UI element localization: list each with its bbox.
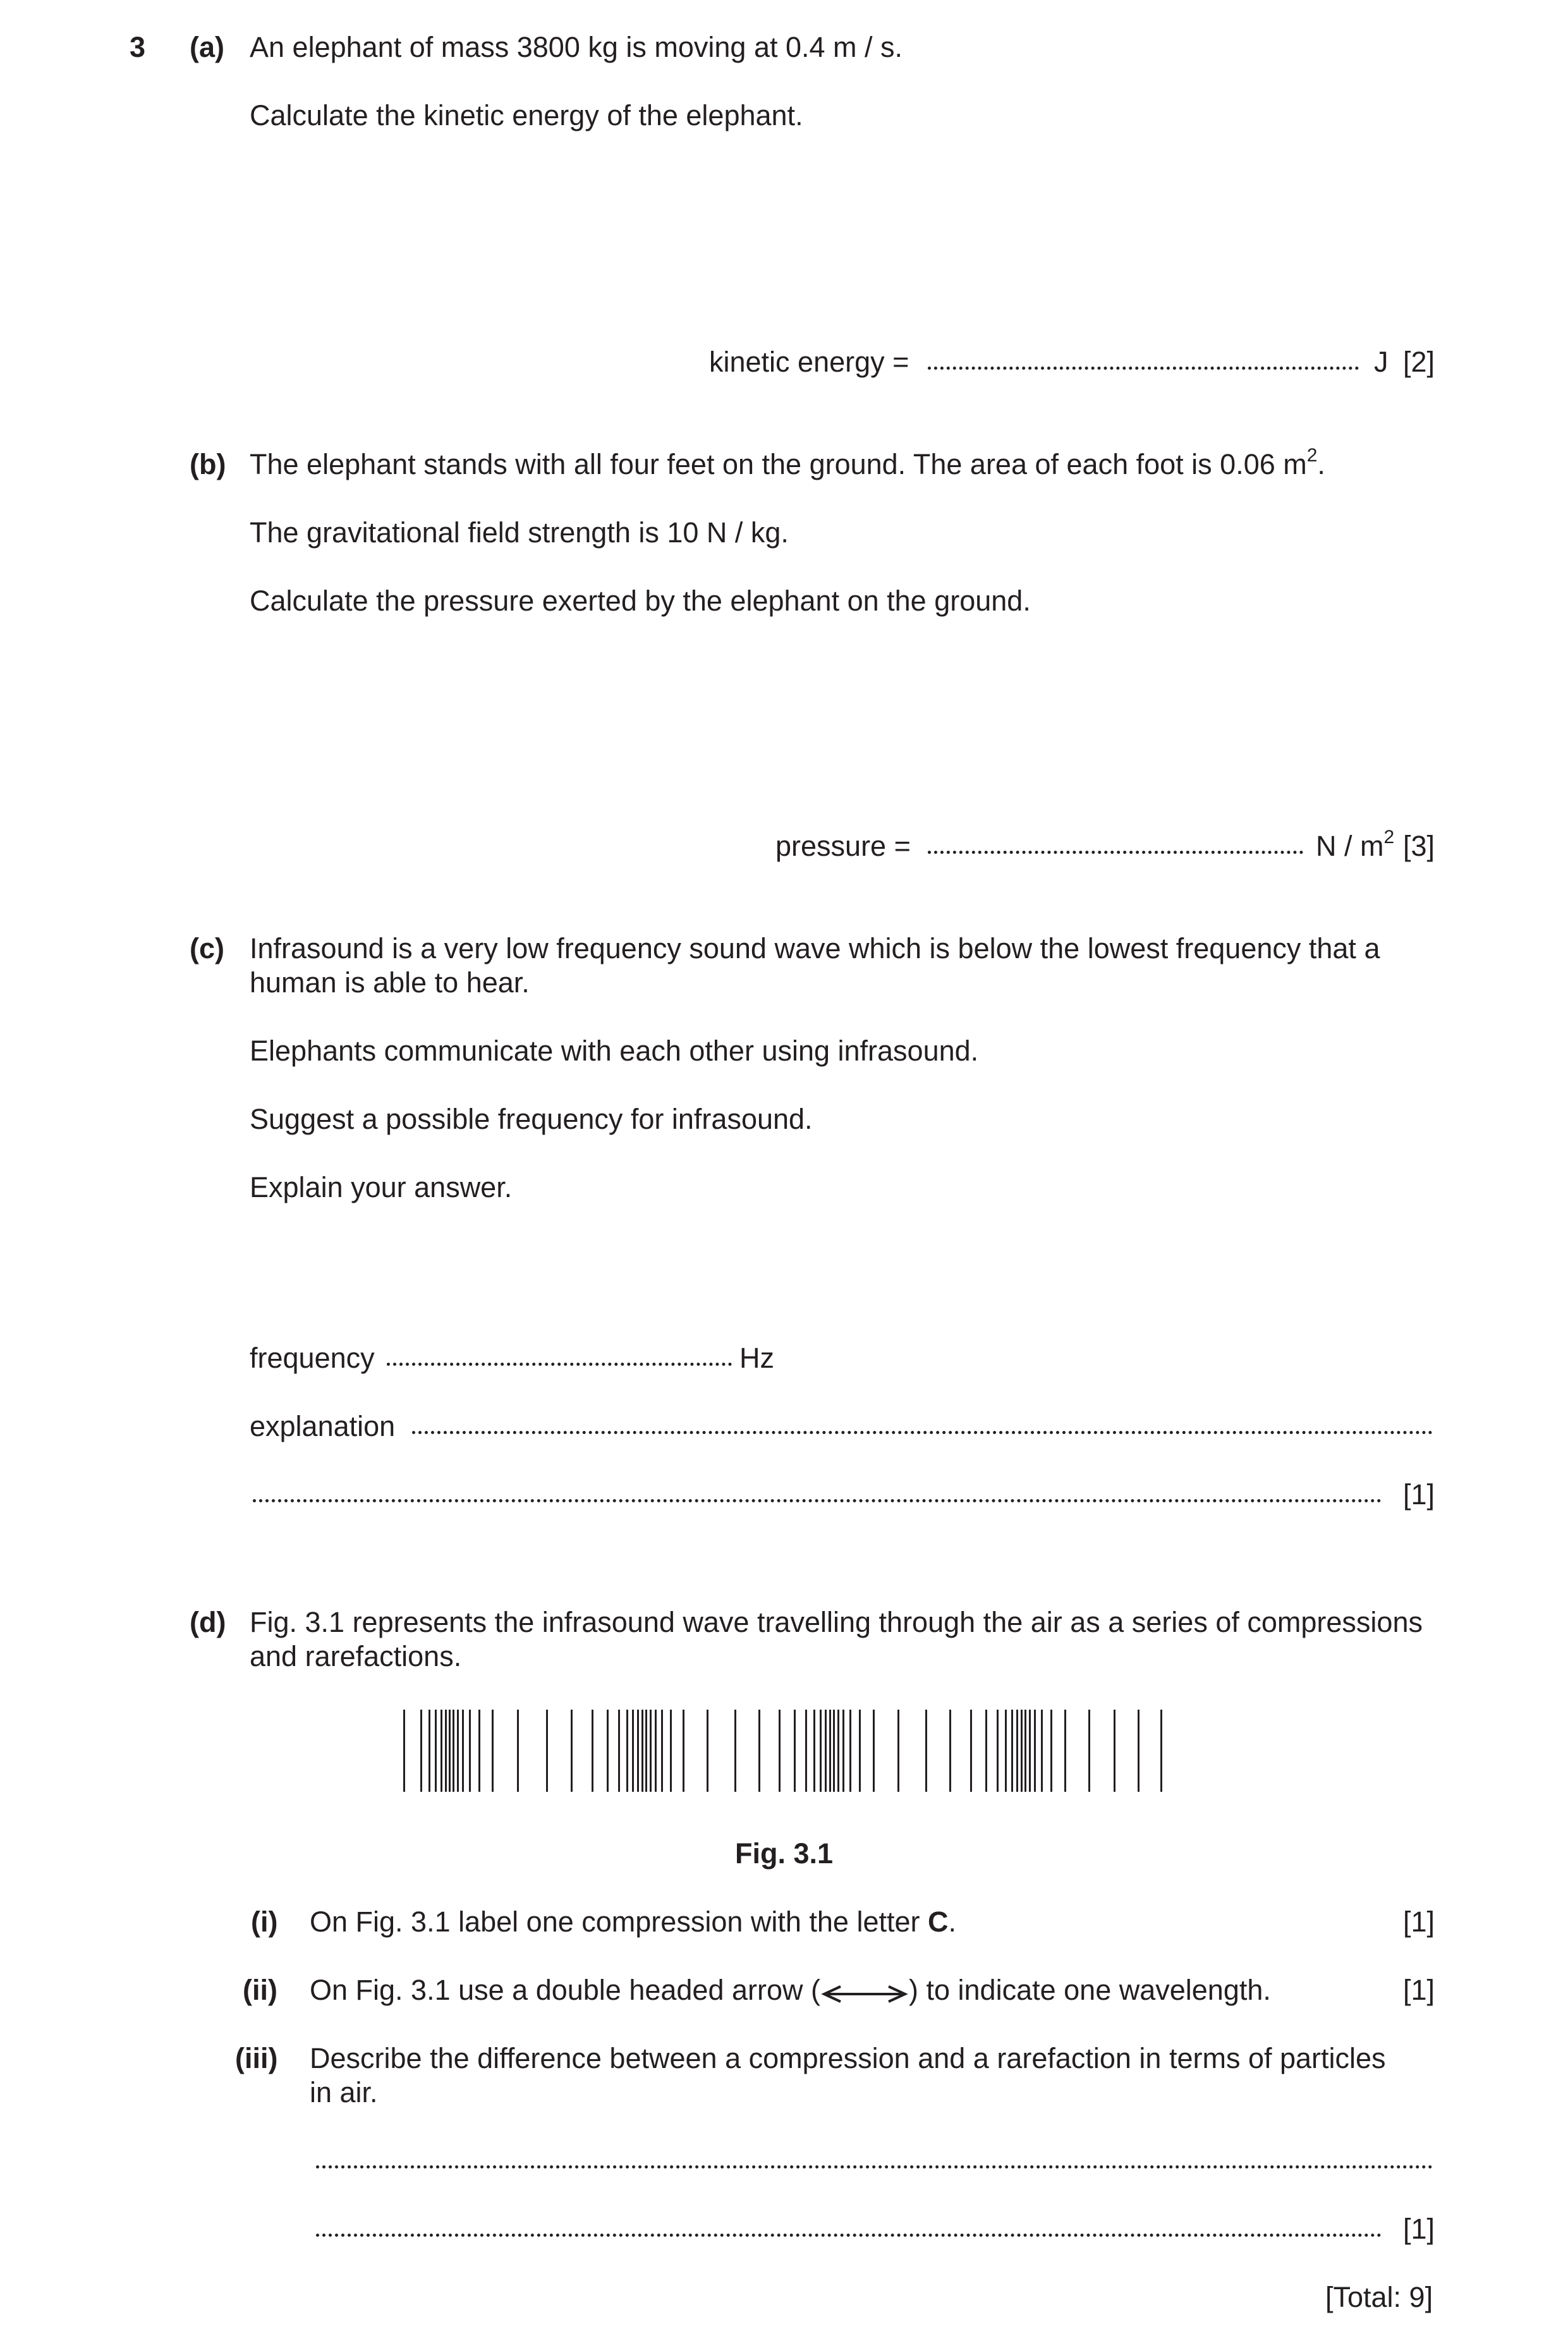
part-b-line1-end: . [1317, 448, 1325, 480]
wave-line [829, 1710, 831, 1792]
wave-line [1160, 1710, 1162, 1792]
wave-line [453, 1710, 454, 1792]
wave-line [607, 1710, 609, 1792]
part-b-unit-sup: 2 [1383, 827, 1395, 848]
sub-i-text-start: On Fig. 3.1 label one compression with the letter [310, 1906, 928, 1938]
wave-line [1005, 1710, 1007, 1792]
part-b-answer-unit [1316, 829, 1394, 863]
sub-i-letter-c: C [928, 1906, 949, 1938]
wave-line [897, 1710, 899, 1792]
wave-line [655, 1710, 657, 1792]
sub-ii-text [310, 1973, 1271, 2011]
wave-line [859, 1710, 861, 1792]
wave-line [1034, 1710, 1036, 1792]
part-d-label: (d) [190, 1606, 226, 1638]
wave-line [661, 1710, 663, 1792]
wave-line [925, 1710, 927, 1792]
sub-iii-marks: [1] [1403, 2213, 1435, 2245]
part-b-unit-text: N / m [1316, 830, 1384, 862]
wave-line [618, 1710, 620, 1792]
sub-iii-label: (iii) [235, 2042, 278, 2074]
wave-line [1016, 1710, 1018, 1792]
wave-line [492, 1710, 494, 1792]
sub-iii-line1: Describe the difference between a compression and a rarefaction in terms of particles [310, 2042, 1386, 2074]
wave-line [457, 1710, 459, 1792]
explanation-field-line2[interactable] [253, 1499, 1382, 1502]
wave-line [734, 1710, 736, 1792]
double-headed-arrow-icon [820, 1977, 909, 2011]
wave-line [441, 1710, 442, 1792]
wave-line [820, 1710, 822, 1792]
wave-line [837, 1710, 839, 1792]
frequency-unit: Hz [739, 1342, 774, 1374]
sub-iii-answer-line2[interactable] [316, 2234, 1382, 2237]
sub-ii-text-start: On Fig. 3.1 use a double headed arrow ( [310, 1974, 821, 2006]
part-c-line2: Elephants communicate with each other using infrasound. [250, 1035, 979, 1067]
wave-line [592, 1710, 593, 1792]
part-a-answer-label: kinetic energy = [709, 346, 909, 378]
part-a-line1: An elephant of mass 3800 kg is moving at 0.4 m / s. [250, 31, 903, 63]
wave-line [517, 1710, 519, 1792]
wave-line [683, 1710, 684, 1792]
explanation-field-line1[interactable] [412, 1431, 1433, 1434]
part-b-line2: The gravitational field strength is 10 N / kg. [250, 516, 789, 549]
wave-line [1050, 1710, 1052, 1792]
sub-iii-answer-line1[interactable] [316, 2165, 1433, 2169]
wave-line [970, 1710, 972, 1792]
part-a-answer-unit: J [1374, 346, 1389, 378]
wave-line [794, 1710, 796, 1792]
wave-line [1088, 1710, 1090, 1792]
part-b-line3: Calculate the pressure exerted by the elephant on the ground. [250, 585, 1031, 617]
part-b-marks: [3] [1403, 830, 1435, 862]
part-a-line2: Calculate the kinetic energy of the elephant. [250, 99, 803, 131]
wave-line [445, 1710, 447, 1792]
fig-3-1-caption: Fig. 3.1 [735, 1837, 834, 1870]
wave-line [462, 1710, 464, 1792]
wave-line [420, 1710, 422, 1792]
part-b-line1-sup: 2 [1306, 445, 1318, 466]
wave-line [779, 1710, 781, 1792]
frequency-label: frequency [250, 1342, 375, 1374]
sub-i-label: (i) [251, 1906, 278, 1938]
sub-ii-text-end: ) to indicate one wavelength. [909, 1974, 1271, 2006]
wave-line [873, 1710, 875, 1792]
wave-line [571, 1710, 573, 1792]
wave-line [428, 1710, 430, 1792]
wave-line [707, 1710, 708, 1792]
part-d-line1a: Fig. 3.1 represents the infrasound wave travelling through the air as a series of compressions [250, 1606, 1423, 1638]
part-b-answer-label: pressure = [775, 830, 911, 862]
wave-line [670, 1710, 672, 1792]
wave-line [825, 1710, 827, 1792]
wave-line [758, 1710, 760, 1792]
part-a-marks: [2] [1403, 346, 1435, 378]
wave-line [1024, 1710, 1026, 1792]
wave-line [1064, 1710, 1066, 1792]
sub-ii-label: (ii) [243, 1974, 277, 2006]
wave-line [849, 1710, 851, 1792]
sub-ii-marks: [1] [1403, 1974, 1435, 2006]
wave-line [842, 1710, 844, 1792]
wave-line [805, 1710, 807, 1792]
wave-line [637, 1710, 639, 1792]
wave-line [949, 1710, 951, 1792]
sub-iii-line2: in air. [310, 2076, 378, 2108]
sub-i-text-end: . [948, 1906, 957, 1938]
explanation-label: explanation [250, 1410, 396, 1442]
wave-line [641, 1710, 643, 1792]
wave-line [1114, 1710, 1115, 1792]
wave-line [435, 1710, 437, 1792]
part-c-line4: Explain your answer. [250, 1171, 513, 1203]
wave-line [478, 1710, 480, 1792]
part-c-line1b: human is able to hear. [250, 966, 530, 999]
part-c-line1a: Infrasound is a very low frequency sound wave which is below the lowest frequency that a [250, 932, 1380, 964]
sub-i-marks: [1] [1403, 1906, 1435, 1938]
question-number: 3 [130, 31, 146, 63]
wave-line [1029, 1710, 1031, 1792]
wave-line [1138, 1710, 1140, 1792]
wave-line [403, 1710, 405, 1792]
part-d-line1b: and rarefactions. [250, 1640, 462, 1672]
part-b-answer-field[interactable] [928, 851, 1303, 854]
wave-line [1041, 1710, 1043, 1792]
wave-line [1011, 1710, 1013, 1792]
total-marks: [Total: 9] [1325, 2281, 1433, 2313]
part-a-answer-field[interactable] [928, 367, 1359, 370]
part-a-label: (a) [190, 31, 224, 63]
wave-line [469, 1710, 471, 1792]
wave-line [546, 1710, 548, 1792]
part-c-line3: Suggest a possible frequency for infrasound. [250, 1103, 813, 1135]
wave-line [632, 1710, 634, 1792]
part-b-line1 [250, 447, 1325, 482]
wave-line [833, 1710, 835, 1792]
part-c-label: (c) [190, 932, 224, 964]
wave-line [1021, 1710, 1023, 1792]
wave-line [985, 1710, 987, 1792]
wave-line [449, 1710, 451, 1792]
wave-line [813, 1710, 815, 1792]
part-c-marks: [1] [1403, 1478, 1435, 1511]
frequency-field[interactable] [387, 1363, 732, 1366]
wave-line [626, 1710, 628, 1792]
part-b-label: (b) [190, 448, 226, 480]
sub-i-text [310, 1905, 956, 1939]
wave-line [997, 1710, 999, 1792]
wave-line [645, 1710, 647, 1792]
wave-line [650, 1710, 652, 1792]
part-b-line1-text: The elephant stands with all four feet on the ground. The area of each foot is 0.06 m [250, 448, 1307, 480]
